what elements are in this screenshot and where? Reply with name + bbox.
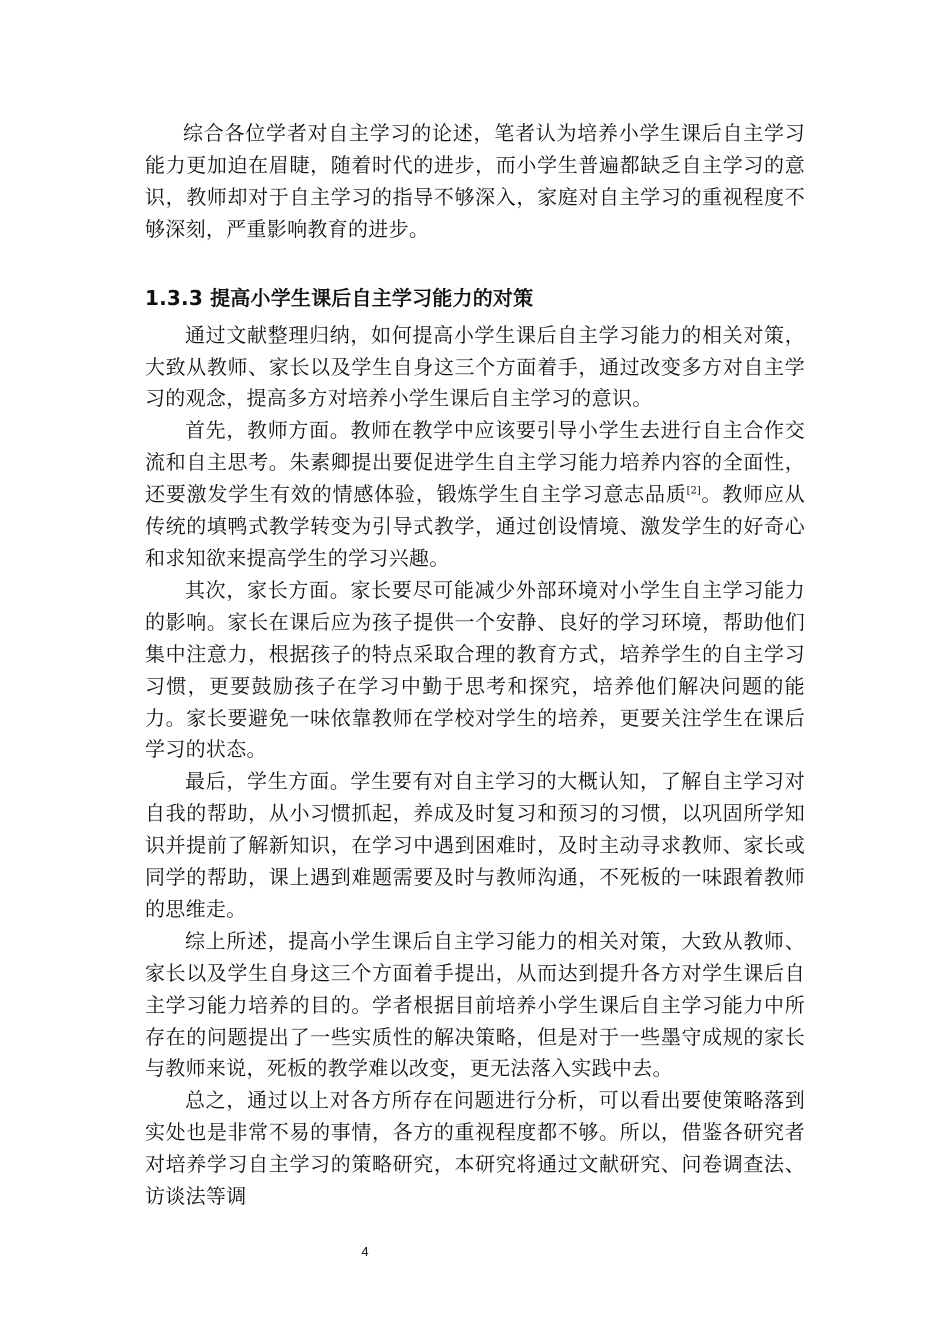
paragraph-intro: 通过文献整理归纳，如何提高小学生课后自主学习能力的相关对策，大致从教师、家长以及学生自身这三个方面着手，通过改变多方对自主学习的观念，提高多方对培养小学生课后自主学习的意识。 bbox=[145, 322, 805, 411]
paragraph-final: 总之，通过以上对各方所存在问题进行分析，可以看出要使策略落到实处也是非常不易的事情，各方的重视程度都不够。所以，借鉴各研究者对培养学习自主学习的策略研究，本研究将通过文献研究、问卷调查法、访谈法等调 bbox=[145, 1088, 805, 1209]
section-heading: 1.3.3 提高小学生课后自主学习能力的对策 bbox=[145, 285, 534, 310]
paragraph-student: 最后，学生方面。学生要有对自主学习的大概认知，了解自主学习对自我的帮助，从小习惯抓起，养成及时复习和预习的习惯，以巩固所学知识并提前了解新知识，在学习中遇到困难时，及时主动寻求教师、家长或同学的帮助，课上遇到难题需要及时与教师沟通，不死板的一味跟着教师的思维走。 bbox=[145, 769, 805, 921]
paragraph-conclusion: 综上所述，提高小学生课后自主学习能力的相关对策，大致从教师、家长以及学生自身这三个方面着手提出，从而达到提升各方对学生课后自主学习能力培养的目的。学者根据目前培养小学生课后自主学习能力中所存在的问题提出了一些实质性的解决策略，但是对于一些墨守成规的家长与教师来说，死板的教学难以改变，更无法落入实践中去。 bbox=[145, 928, 805, 1081]
paragraph-parent: 其次，家长方面。家长要尽可能减少外部环境对小学生自主学习能力的影响。家长在课后应为孩子提供一个安静、良好的学习环境，帮助他们集中注意力，根据孩子的特点采取合理的教育方式，培养学生的自主学习习惯，更要鼓励孩子在学习中勤于思考和探究，培养他们解决问题的能力。家长要避免一味依靠教师在学校对学生的培养，更要关注学生在课后学习的状态。 bbox=[145, 577, 805, 762]
paragraph-teacher-text: 首先，教师方面。教师在教学中应该要引导小学生去进行自主合作交流和自主思考。朱素卿提出要促进学生自主学习能力培养内容的全面性，还要激发学生有效的情感体验，锻炼学生自主学习意志品质 bbox=[145, 418, 805, 507]
paragraph-teacher bbox=[145, 415, 805, 575]
paragraph-teacher-text-continued: 。教师应从传统的填鸭式教学转变为引导式教学，通过创设情境、激发学生的好奇心和求知欲来提高学生的学习兴趣。 bbox=[145, 482, 805, 570]
paragraph-summary: 综合各位学者对自主学习的论述，笔者认为培养小学生课后自主学习能力更加迫在眉睫，随着时代的进步，而小学生普遍都缺乏自主学习的意识，教师却对于自主学习的指导不够深入，家庭对自主学习的重视程度不够深刻，严重影响教育的进步。 bbox=[145, 121, 805, 241]
document-body bbox=[145, 118, 805, 1213]
page-number: 4 bbox=[361, 1244, 369, 1259]
citation-reference[interactable]: [2] bbox=[686, 485, 701, 497]
